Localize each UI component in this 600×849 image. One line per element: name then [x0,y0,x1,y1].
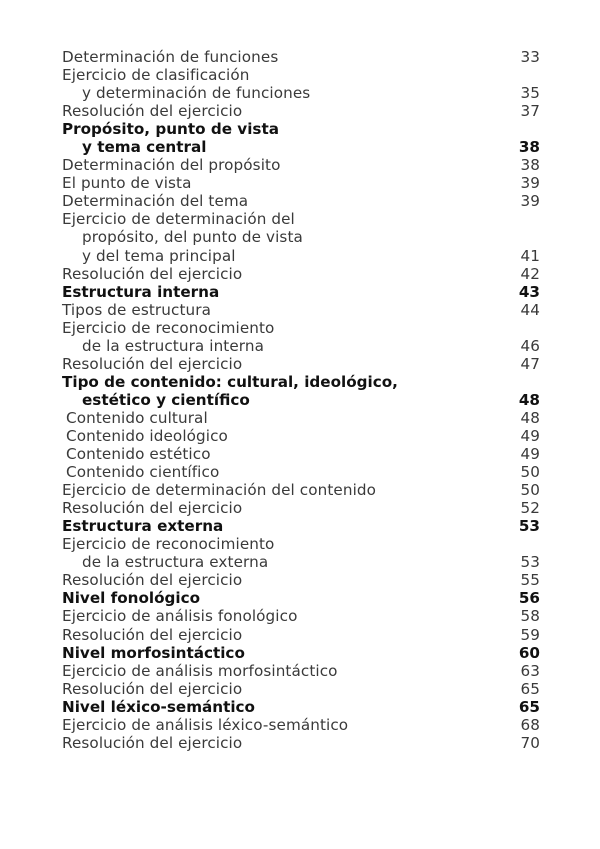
toc-entry [62,427,540,445]
toc-entry [62,607,540,625]
toc-entry [62,481,540,499]
toc-entry-title-line: y determinación de funciones [82,84,311,103]
toc-page-number: 35 [520,84,540,103]
toc-page-number: 60 [518,643,540,662]
toc-entry [62,662,540,680]
toc-entry [62,66,540,102]
toc-entry-title-line: Nivel fonológico [62,589,201,608]
toc-page-number: 48 [518,390,540,409]
toc-entry-title-line: El punto de vista [62,174,192,193]
toc-entry-title [62,355,242,373]
toc-entry-title [62,445,211,463]
toc-page-number: 55 [520,571,540,590]
toc-entry-title-line: Propósito, punto de vista [62,120,279,139]
toc-page-number: 58 [520,607,540,626]
toc-entry [62,463,540,481]
toc-section-heading [62,373,540,409]
toc-entry-title-line: propósito, del punto de vista [82,228,303,247]
toc-entry [62,680,540,698]
toc-entry [62,571,540,589]
toc-entry [62,716,540,734]
toc-entry-title [62,373,398,409]
toc-entry-title-line: Ejercicio de análisis fonológico [62,607,298,626]
toc-entry-title-line: Ejercicio de determinación del contenido [62,481,377,500]
toc-entry [62,174,540,192]
toc-entry-title [62,535,274,571]
toc-section-heading [62,517,540,535]
toc-entry [62,499,540,517]
toc-entry-title-line: y del tema principal [82,246,236,265]
toc-page-number: 48 [520,408,540,427]
toc-entry-title-line: Contenido ideológico [66,426,228,445]
toc-entry [62,210,540,264]
toc-page-number: 49 [520,445,540,464]
toc-section-heading [62,644,540,662]
toc-entry-title [62,680,242,698]
toc-entry-title-line: estético y científico [82,390,250,409]
toc-entry [62,265,540,283]
toc-entry [62,535,540,571]
toc-page-number: 65 [518,697,540,716]
toc-entry [62,102,540,120]
toc-page-number: 70 [520,733,540,752]
toc-page-number: 37 [520,102,540,121]
toc-entry-title-line: Resolución del ejercicio [62,102,243,121]
toc-entry-title-line: Nivel léxico-semántico [62,697,255,716]
toc-page-number: 46 [520,336,540,355]
toc-entry-title [62,102,242,120]
toc-entry [62,734,540,752]
toc-entry-title [62,156,280,174]
toc-page-number: 39 [520,174,540,193]
toc-entry [62,48,540,66]
toc-page-number: 50 [520,481,540,500]
toc-page-number: 52 [520,499,540,518]
toc-entry-title-line: Determinación de funciones [62,48,279,66]
toc-entry-title-line: Contenido estético [66,445,211,464]
toc-page-number: 44 [520,300,540,319]
toc-entry-title-line: Ejercicio de determinación del [62,210,295,229]
toc-entry-title [62,716,348,734]
toc-entry-title [62,499,242,517]
toc-entry-title-line: Tipos de estructura [62,300,211,319]
toc-section-heading [62,283,540,301]
toc-entry-title-line: Nivel morfosintáctico [62,643,245,662]
toc-entry-title-line: y tema central [82,138,207,157]
toc-page-number: 68 [520,715,540,734]
toc-entry-title [62,644,245,662]
toc-entry-title-line: Ejercicio de análisis morfosintáctico [62,661,338,680]
toc-entry-title [62,48,278,66]
toc-page-number: 33 [520,48,540,66]
toc-section-heading [62,589,540,607]
toc-entry-title [62,626,242,644]
toc-entry-title-line: Determinación del propósito [62,156,281,175]
toc-entry-title-line: Resolución del ejercicio [62,679,243,698]
toc-entry [62,445,540,463]
toc-entry-title-line: Resolución del ejercicio [62,733,243,752]
toc-page-number: 50 [520,463,540,482]
toc-entry-title [62,734,242,752]
toc-entry-title [62,265,242,283]
toc-entry-title-line: Contenido cultural [66,408,208,427]
toc-entry-title [62,319,274,355]
toc-entry-title [62,192,248,210]
toc-entry [62,626,540,644]
toc-entry-title-line: Resolución del ejercicio [62,354,243,373]
toc-entry-title [62,481,376,499]
toc-entry-title [62,120,279,156]
toc-page-number: 63 [520,661,540,680]
toc-entry-title-line: Tipo de contenido: cultural, ideológico, [62,372,398,391]
toc-entry-title [62,662,338,680]
toc-page-number: 65 [520,679,540,698]
table-of-contents [62,48,540,752]
toc-page-number: 47 [520,354,540,373]
toc-entry-title-line: Estructura interna [62,282,220,301]
toc-page-number: 42 [520,264,540,283]
toc-entry-title [62,517,223,535]
toc-entry [62,355,540,373]
toc-page-number: 41 [520,246,540,265]
toc-entry-title-line: de la estructura interna [82,336,265,355]
toc-page-number: 38 [520,156,540,175]
toc-entry-title-line: Determinación del tema [62,192,249,211]
toc-entry [62,301,540,319]
toc-entry-title [62,409,208,427]
toc-entry [62,192,540,210]
toc-page-number: 39 [520,192,540,211]
toc-entry-title [62,210,303,264]
toc-entry-title-line: Resolución del ejercicio [62,264,243,283]
toc-entry-title-line: Resolución del ejercicio [62,571,243,590]
toc-entry-title-line: Ejercicio de reconocimiento [62,535,275,554]
toc-entry-title-line: Ejercicio de reconocimiento [62,318,275,337]
toc-entry-title [62,698,255,716]
toc-page-number: 59 [520,625,540,644]
toc-page-number: 53 [520,553,540,572]
toc-entry-title [62,66,310,102]
toc-entry-title [62,427,228,445]
toc-entry [62,319,540,355]
toc-entry-title [62,571,242,589]
toc-entry-title [62,463,219,481]
toc-entry-title-line: Resolución del ejercicio [62,499,243,518]
toc-entry [62,409,540,427]
toc-entry-title [62,174,192,192]
toc-entry-title-line: Contenido científico [66,463,220,482]
toc-entry-title [62,607,297,625]
toc-page-number: 38 [518,138,540,157]
toc-entry-title-line: Estructura externa [62,517,224,536]
toc-page-number: 53 [518,517,540,536]
toc-entry [62,156,540,174]
toc-entry-title-line: Ejercicio de clasificación [62,66,250,85]
toc-entry-title-line: Ejercicio de análisis léxico-semántico [62,715,349,734]
toc-entry-title-line: de la estructura externa [82,553,269,572]
toc-page-number: 43 [518,282,540,301]
toc-entry-title [62,301,211,319]
toc-entry-title-line: Resolución del ejercicio [62,625,243,644]
toc-section-heading [62,698,540,716]
toc-entry-title [62,589,200,607]
toc-section-heading [62,120,540,156]
toc-page-number: 56 [518,589,540,608]
toc-entry-title [62,283,219,301]
toc-page-number: 49 [520,426,540,445]
